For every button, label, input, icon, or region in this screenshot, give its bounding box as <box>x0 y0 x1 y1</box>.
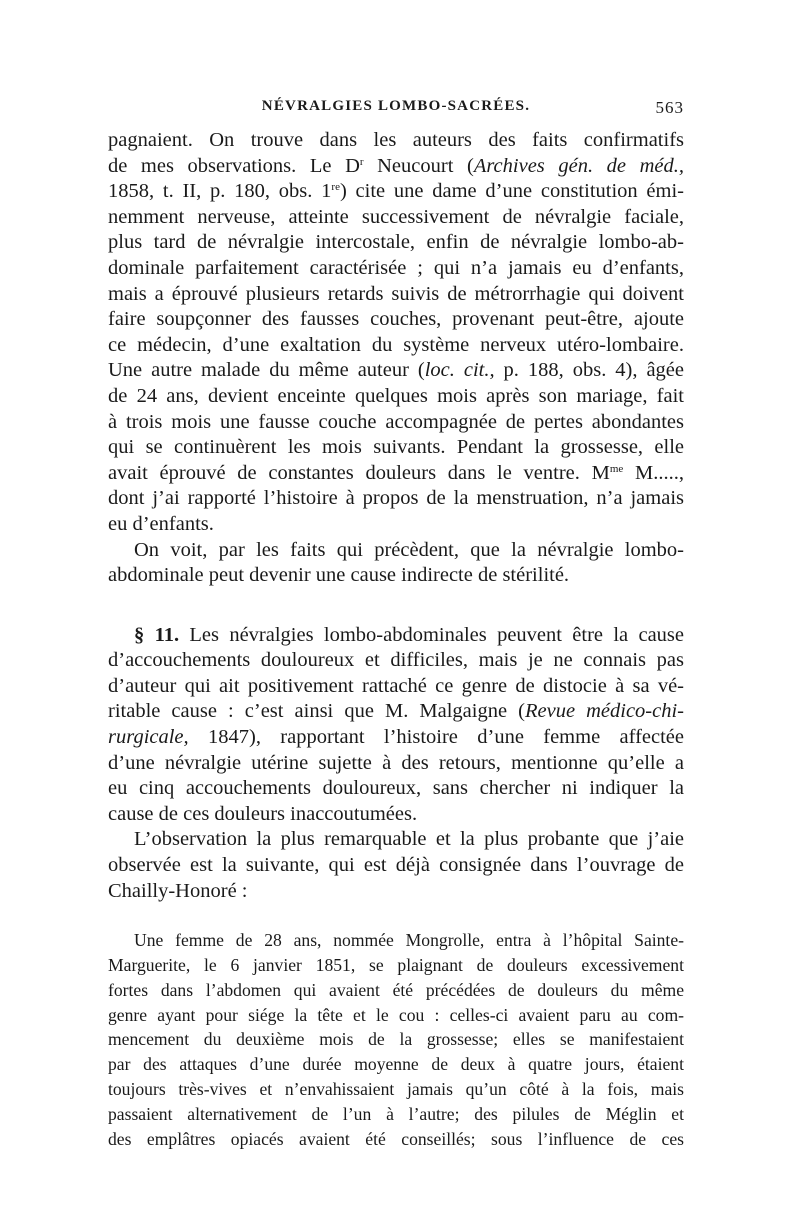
paragraph-3 <box>108 623 684 828</box>
text-line: d’accouchements douloureux et difficiles, mais je ne connais pas <box>108 649 684 672</box>
text-line: pagnaient. On trouve dans les auteurs des faits confirmatifs <box>108 129 684 151</box>
text-line: eu cinq accouchements douloureux, sans chercher ni indiquer la <box>108 777 684 800</box>
text-line: rurgicale, 1847), rapportant l’histoire d’une femme affectée <box>108 726 684 749</box>
citation: rurgicale, <box>108 726 189 749</box>
text-line: faire soupçonner des fausses couches, provenant peut-être, ajoute <box>108 308 684 331</box>
text-line: Chailly-Honoré : <box>108 879 248 902</box>
text-line: Une autre malade du même auteur (loc. cit., p. 188, obs. 4), âgée <box>108 359 684 382</box>
citation: loc. cit., <box>424 359 495 382</box>
paragraph-2 <box>108 538 684 589</box>
text-line: mais a éprouvé plusieurs retards suivis de métrorrhagie qui doivent <box>108 282 684 305</box>
text-line: de 24 ans, devient enceinte quelques mois après son mariage, fait <box>108 384 684 407</box>
paragraph-4 <box>108 827 684 904</box>
page-number: 563 <box>655 98 684 117</box>
text-line: avait éprouvé de constantes douleurs dans le ventre. $M^{me}$ M....., <box>108 461 684 484</box>
paragraph-1 <box>108 128 684 538</box>
page-header <box>108 98 684 122</box>
text-line: fortes dans l’abdomen qui avaient été précédées de douleurs du même <box>108 979 684 1000</box>
text-line: ce médecin, d’une exaltation du système nerveux utéro-lombaire. <box>108 333 684 356</box>
text-line: d’auteur qui ait positivement rattaché ce genre de distocie à sa vé- <box>108 674 684 697</box>
citation: Archives gén. de méd., <box>473 154 684 177</box>
text-line: de mes observations. Le $D^r$ Neucourt (Archives gén. de méd., <box>108 154 684 177</box>
text-line: 1858, t. II, p. 180, obs. 1re) cite une dame d’une constitution émi- <box>108 180 684 203</box>
text-line: passaient alternativement de l’un à l’autre; des pilules de Méglin et <box>108 1103 684 1124</box>
text-line: des emplâtres opiacés avaient été conseillés; sous l’influence de ces <box>108 1128 684 1149</box>
text-line: eu d’enfants. <box>108 512 214 535</box>
text-line: d’une névralgie utérine sujette à des retours, mentionne qu’elle a <box>108 751 684 774</box>
text-line: § 11. Les névralgies lombo-abdominales peuvent être la cause <box>134 623 684 646</box>
text-line: cause de ces douleurs inaccoutumées. <box>108 802 418 825</box>
page-body <box>108 128 684 1151</box>
text-line: qui se continuèrent les mois suivants. Pendant la grossesse, elle <box>108 436 684 459</box>
text-line: Marguerite, le 6 janvier 1851, se plaignant de douleurs excessivement <box>108 955 684 976</box>
text-line: abdominale peut devenir une cause indirecte de stérilité. <box>108 564 570 587</box>
text-line: par des attaques d’une durée moyenne de deux à quatre jours, étaient <box>108 1054 684 1075</box>
running-head: NÉVRALGIES LOMBO-SACRÉES. <box>261 98 531 114</box>
text-line: ritable cause : c’est ainsi que M. Malgaigne (Revue médico-chi- <box>108 700 684 723</box>
section-number: § 11. <box>134 623 180 646</box>
text-line: observée est la suivante, qui est déjà consignée dans l’ouvrage de <box>108 854 684 877</box>
text-line: Une femme de 28 ans, nommée Mongrolle, entra à l’hôpital Sainte- <box>134 930 684 951</box>
text-line: On voit, par les faits qui précèdent, que la névralgie lombo- <box>134 538 684 561</box>
citation: Revue médico-chi- <box>524 700 684 723</box>
text-line: toujours très-vives et n’envahissaient jamais qu’un côté à la fois, mais <box>108 1079 684 1099</box>
text-line: mencement du deuxième mois de la grossesse; elles se manifestaient <box>108 1029 684 1050</box>
text-line: à trois mois une fausse couche accompagnée de pertes abondantes <box>108 410 684 433</box>
observation-paragraph <box>108 928 684 1151</box>
text-line: plus tard de névralgie intercostale, enfin de névralgie lombo-ab- <box>108 231 684 254</box>
text-line: nemment nerveuse, atteinte successivement de névralgie faciale, <box>108 205 684 228</box>
text-line: L’observation la plus remarquable et la plus probante que j’aie <box>134 828 684 851</box>
text-line: dominale parfaitement caractérisée ; qui n’a jamais eu d’enfants, <box>108 256 684 279</box>
text-line: genre ayant pour siége la tête et le cou : celles-ci avaient paru au com- <box>108 1004 684 1025</box>
text-line: dont j’ai rapporté l’histoire à propos de la menstruation, n’a jamais <box>108 487 684 510</box>
